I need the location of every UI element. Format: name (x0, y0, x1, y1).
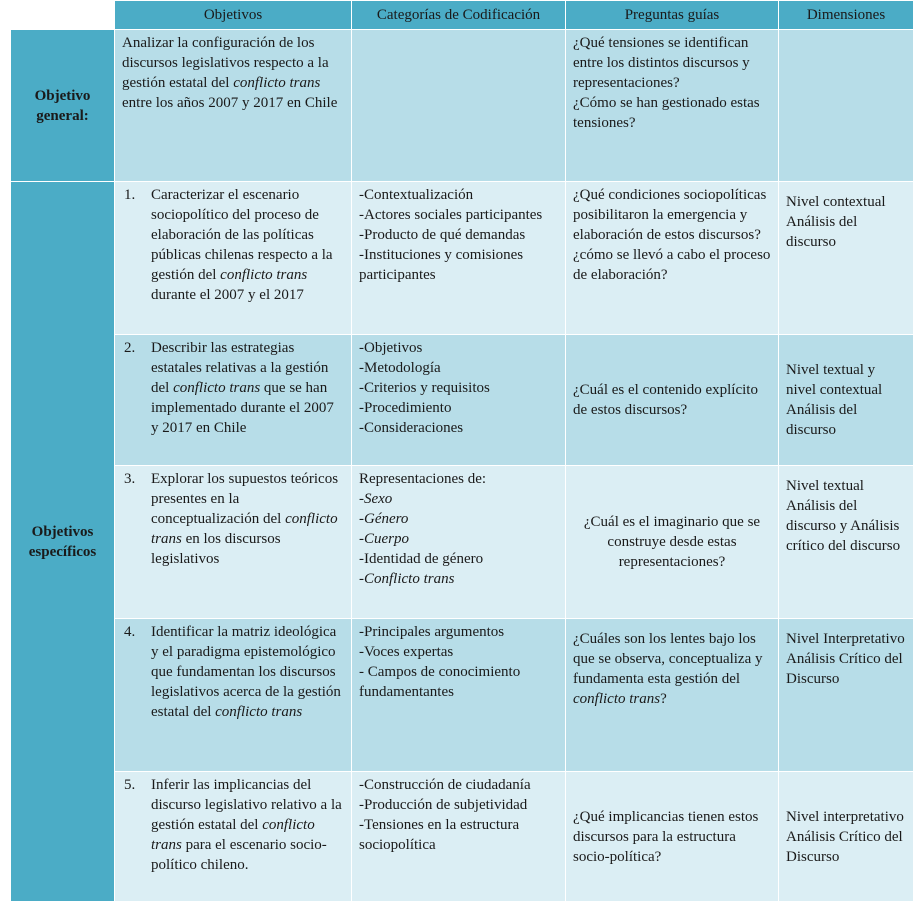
dimension-item: Nivel contextual (786, 194, 886, 210)
general-objective-label: Objetivo general: (11, 30, 115, 182)
dimensions-4-cell (779, 619, 914, 772)
objective-5-cell (115, 772, 352, 902)
objective-5-text: Inferir las implicancias del discurso legislativo relativo a la gestión estatal del conflicto trans para el escenario socio-político chileno. (151, 777, 342, 873)
category-intro: Representaciones de: (359, 471, 487, 487)
question-item: ¿Cuál es el imaginario que se construye desde estas representaciones? (583, 514, 761, 570)
category-item: -Procedimiento (359, 400, 452, 416)
general-questions-cell (566, 30, 779, 182)
category-item: -Objetivos (359, 340, 423, 356)
dimension-item: Nivel Interpretativo (786, 631, 905, 647)
category-item: - Campos de conocimiento fundamentantes (359, 664, 521, 700)
dimension-item: Nivel textual (786, 478, 864, 494)
header-objetivos: Objetivos (115, 1, 352, 30)
objective-3-number: 3. (124, 471, 136, 487)
dimension-item: Análisis del discurso (786, 402, 858, 438)
header-dimensiones: Dimensiones (779, 1, 914, 30)
dimension-item: Análisis del discurso y Análisis crítico del discurso (786, 498, 901, 554)
objective-1-number: 1. (124, 187, 136, 203)
dimension-item: Análisis Crítico del Discurso (786, 828, 903, 865)
category-item: -Conflicto trans (359, 571, 455, 587)
categories-3-cell (352, 466, 566, 619)
dimension-item: Nivel interpretativo (786, 808, 904, 825)
question-item: ¿Qué condiciones sociopolíticas posibilitaron la emergencia y elaboración de estos discursos? (573, 187, 767, 243)
dimension-item: Análisis del discurso (786, 214, 858, 250)
dimensions-1-cell (779, 182, 914, 335)
category-item: -Sexo (359, 491, 393, 507)
question-item: ¿Qué implicancias tienen estos discursos para la estructura socio-política? (573, 808, 759, 865)
dimensions-3-cell (779, 466, 914, 619)
header-blank-cell (11, 1, 115, 30)
category-item: -Voces expertas (359, 644, 454, 660)
objective-2-text: Describir las estrategias estatales relativas a la gestión del conflicto trans que se han implementado durante el 2007 y 2017 en Chile (151, 340, 334, 436)
question-item: ¿Cuáles son los lentes bajo los que se observa, conceptualiza y fundamenta esta gestión del conflicto trans? (573, 631, 763, 707)
objective-4-text: Identificar la matriz ideológica y el paradigma epistemológico que fundamentan los discursos legislativos acerca de la gestión estatal del conflicto trans (151, 624, 341, 720)
dimension-item: Nivel textual y nivel contextual (786, 362, 883, 398)
category-item: -Instituciones y comisiones participantes (359, 247, 524, 283)
question-item: ¿cómo se llevó a cabo el proceso de elaboración? (573, 247, 771, 283)
questions-5-cell (566, 772, 779, 902)
categories-4-cell (352, 619, 566, 772)
dimensions-5-cell (779, 772, 914, 902)
specific-objective-row-3 (11, 466, 914, 619)
specific-objective-row-1 (11, 182, 914, 335)
questions-1-cell (566, 182, 779, 335)
objective-3-cell (115, 466, 352, 619)
objective-2-cell (115, 335, 352, 466)
objective-3-text: Explorar los supuestos teóricos presentes en la conceptualización del conflicto trans en los discursos legislativos (151, 471, 339, 567)
objective-4-cell (115, 619, 352, 772)
questions-4-cell (566, 619, 779, 772)
general-categories-cell (352, 30, 566, 182)
general-dimensions-cell (779, 30, 914, 182)
category-item: -Contextualización (359, 187, 474, 203)
specific-objective-row-4 (11, 619, 914, 772)
categories-1-cell (352, 182, 566, 335)
category-item: -Producción de subjetividad (359, 797, 528, 813)
category-item: -Criterios y requisitos (359, 380, 490, 396)
category-item: -Identidad de género (359, 551, 484, 567)
category-item: -Género (359, 511, 409, 527)
general-objective-row (11, 30, 914, 182)
category-item: -Producto de qué demandas (359, 227, 526, 243)
dimension-item: Análisis Crítico del Discurso (786, 651, 903, 687)
objective-5-number: 5. (124, 777, 136, 793)
category-item: -Consideraciones (359, 420, 464, 436)
header-categorias: Categorías de Codificación (352, 1, 566, 30)
dimensions-2-cell (779, 335, 914, 466)
specific-objectives-label: Objetivos específicos (11, 182, 115, 902)
category-item: -Metodología (359, 360, 441, 376)
header-row (11, 1, 914, 30)
general-question-1: ¿Qué tensiones se identifican entre los distintos discursos y representaciones? (573, 35, 750, 91)
categories-2-cell (352, 335, 566, 466)
general-question-2: ¿Cómo se han gestionado estas tensiones? (573, 95, 760, 131)
category-item: -Actores sociales participantes (359, 207, 543, 223)
specific-objective-row-5 (11, 772, 914, 902)
objective-4-number: 4. (124, 624, 136, 640)
category-item: -Tensiones en la estructura sociopolítica (359, 817, 520, 853)
questions-3-cell (566, 466, 779, 619)
category-item: -Cuerpo (359, 531, 409, 547)
categories-5-cell (352, 772, 566, 902)
question-item: ¿Cuál es el contenido explícito de estos discursos? (573, 382, 758, 418)
category-item: -Construcción de ciudadanía (359, 777, 531, 793)
general-objective-text: Analizar la configuración de los discursos legislativos respecto a la gestión estatal del conflicto trans entre los años 2007 y 2017 en Chile (115, 30, 352, 182)
header-preguntas: Preguntas guías (566, 1, 779, 30)
category-item: -Principales argumentos (359, 624, 505, 640)
objective-1-text: Caracterizar el escenario sociopolítico del proceso de elaboración de las políticas públicas chilenas respecto a la gestión del conflicto trans durante el 2007 y el 2017 (151, 187, 333, 303)
objective-1-cell (115, 182, 352, 335)
objective-2-number: 2. (124, 340, 136, 356)
objectives-table (10, 0, 914, 902)
questions-2-cell (566, 335, 779, 466)
specific-objective-row-2 (11, 335, 914, 466)
